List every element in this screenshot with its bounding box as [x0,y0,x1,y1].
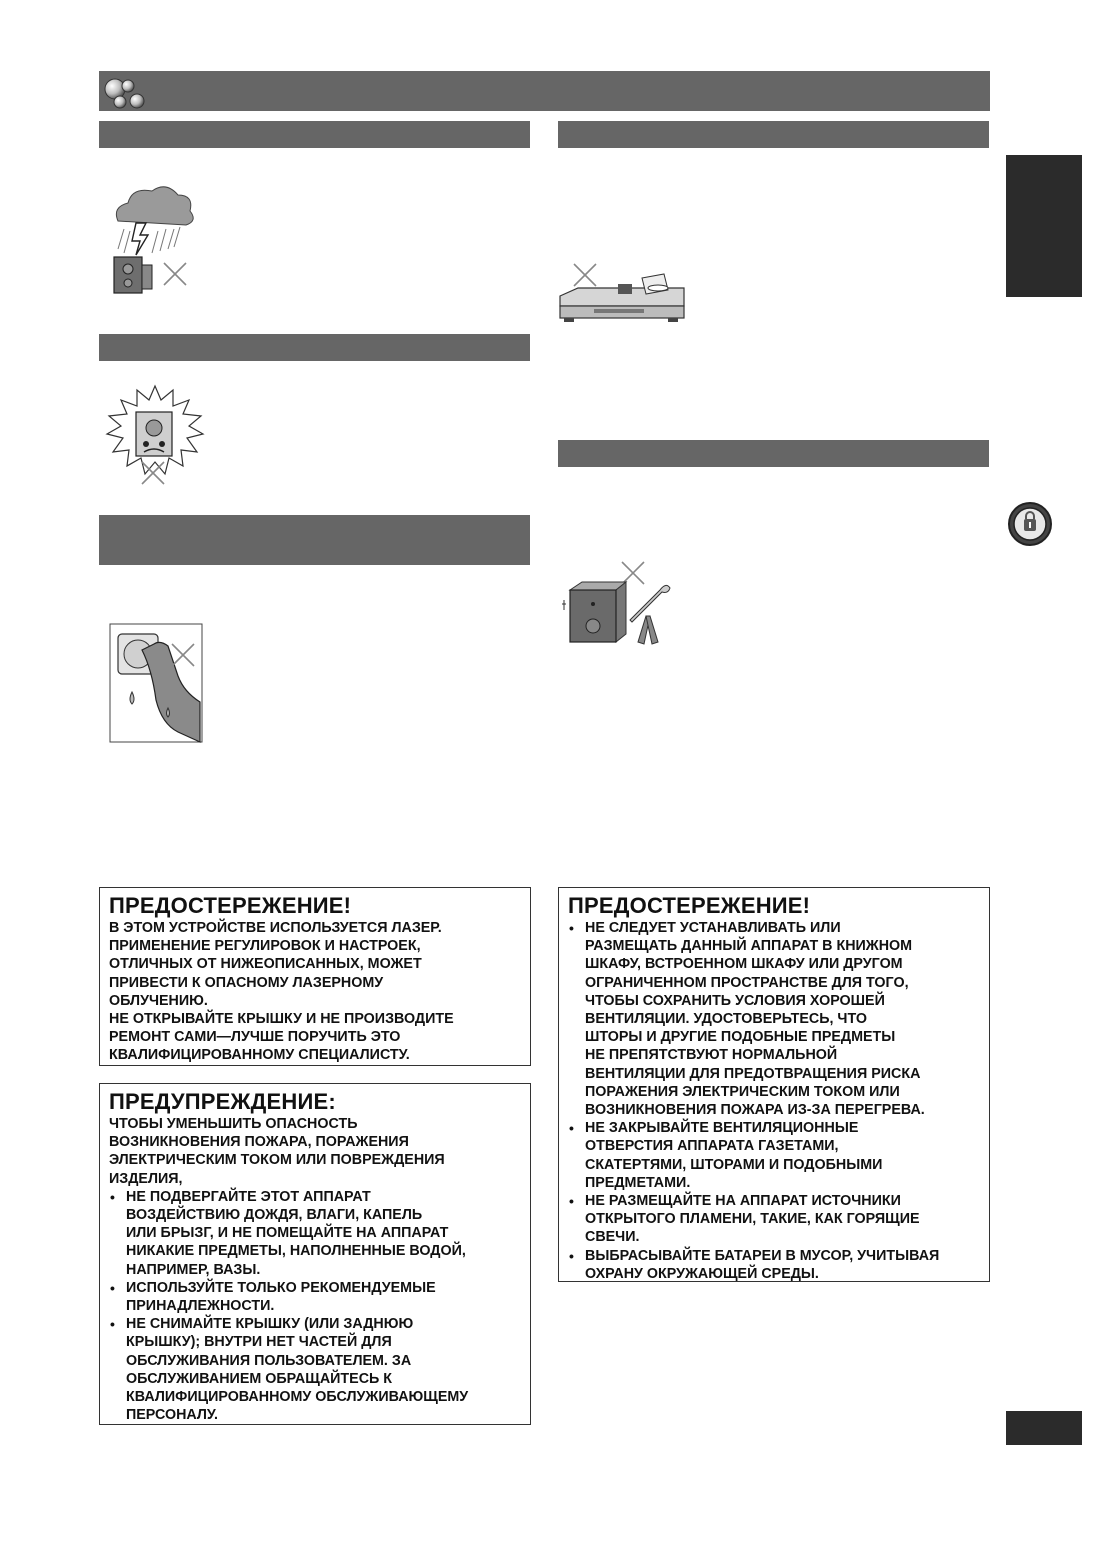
page-number-tab [1006,1411,1082,1445]
fire-shock-warning-title: ПРЕДУПРЕЖДЕНИЕ: [109,1089,336,1114]
ventilation-item-line: НЕ ПРЕПЯТСТВУЮТ НОРМАЛЬНОЙ [585,1047,838,1064]
warning-list-item [109,1315,521,1424]
ventilation-item-line: ЧТОБЫ СОХРАНИТЬ УСЛОВИЯ ХОРОШЕЙ [585,992,885,1009]
ventilation-caution-box [558,887,990,1282]
laser-caution-line: ПРИМЕНЕНИЕ РЕГУЛИРОВОК И НАСТРОЕК, [109,938,421,955]
ventilation-item-line: ВОЗНИКНОВЕНИЯ ПОЖАРА ИЗ-ЗА ПЕРЕГРЕВА. [585,1102,925,1119]
ventilation-list-item [568,919,980,1119]
warning-list-item [109,1279,521,1315]
laser-caution-line: ПРИВЕСТИ К ОПАСНОМУ ЛАЗЕРНОМУ [109,974,384,991]
device-with-objects-on-top-icon [558,262,686,324]
shock-damaged-speaker-icon [102,382,208,486]
warning-intro-line: ЭЛЕКТРИЧЕСКИМ ТОКОМ ИЛИ ПОВРЕЖДЕНИЯ [109,1152,445,1169]
warning-item-line: • НЕ ПОДВЕРГАЙТЕ ЭТОТ АППАРАТ [126,1188,371,1205]
lightning-storm-speaker-icon [108,183,200,295]
warning-item-line: НИКАКИЕ ПРЕДМЕТЫ, НАПОЛНЕННЫЕ ВОДОЙ, [126,1243,466,1260]
section-bar-right-2 [558,440,989,467]
warning-list-item [109,1188,521,1279]
fire-shock-warning-box [99,1083,531,1425]
warning-item-line: КВАЛИФИЦИРОВАННОМУ ОБСЛУЖИВАЮЩЕМУ [126,1389,469,1406]
ventilation-item-line: ПРЕДМЕТАМИ. [585,1174,691,1191]
warning-intro-line: ВОЗНИКНОВЕНИЯ ПОЖАРА, ПОРАЖЕНИЯ [109,1134,409,1151]
ventilation-item-line: СВЕЧИ. [585,1229,640,1246]
warning-item-line: • НЕ СНИМАЙТЕ КРЫШКУ (ИЛИ ЗАДНЮЮ [126,1316,414,1333]
ventilation-list [568,919,980,1283]
section-bar-right-1 [558,121,989,148]
warning-item-line: ВОЗДЕЙСТВИЮ ДОЖДЯ, ВЛАГИ, КАПЕЛЬ [126,1207,423,1224]
ventilation-list-item [568,1247,980,1283]
ventilation-item-line: РАЗМЕЩАТЬ ДАННЫЙ АППАРАТ В КНИЖНОМ [585,938,913,955]
ventilation-list-item [568,1119,980,1192]
warning-item-line: • ИСПОЛЬЗУЙТЕ ТОЛЬКО РЕКОМЕНДУЕМЫЕ [126,1279,436,1296]
laser-caution-line: ОТЛИЧНЫХ ОТ НИЖЕОПИСАННЫХ, МОЖЕТ [109,956,422,973]
section-bar-left-3 [99,515,530,565]
ventilation-item-line: ШТОРЫ И ДРУГИЕ ПОДОБНЫЕ ПРЕДМЕТЫ [585,1029,896,1046]
ventilation-item-line: • НЕ СЛЕДУЕТ УСТАНАВЛИВАТЬ ИЛИ [585,920,841,936]
ventilation-item-line: ОТКРЫТОГО ПЛАМЕНИ, ТАКИЕ, КАК ГОРЯЩИЕ [585,1211,920,1228]
laser-caution-box [99,887,531,1066]
ventilation-item-line: ВЕНТИЛЯЦИИ ДЛЯ ПРЕДОТВРАЩЕНИЯ РИСКА [585,1065,921,1082]
warning-item-line: ПЕРСОНАЛУ. [126,1407,219,1424]
laser-caution-line: НЕ ОТКРЫВАЙТЕ КРЫШКУ И НЕ ПРОИЗВОДИТЕ [109,1011,454,1028]
ventilation-list-item [568,1192,980,1247]
wet-hand-outlet-icon [108,622,204,744]
ventilation-item-line: ШКАФУ, ВСТРОЕННОМ ШКАФУ ИЛИ ДРУГОМ [585,956,903,973]
section-bar-left-2 [99,334,530,361]
ventilation-item-line: • ВЫБРАСЫВАЙТЕ БАТАРЕИ В МУСОР, УЧИТЫВАЯ [585,1247,940,1264]
warning-intro-line: ЧТОБЫ УМЕНЬШИТЬ ОПАСНОСТЬ [109,1116,358,1132]
warning-item-line: ОБСЛУЖИВАНИЕМ ОБРАЩАЙТЕСЬ К [126,1370,392,1387]
language-side-tab [1006,155,1082,297]
ventilation-item-line: ОХРАНУ ОКРУЖАЮЩЕЙ СРЕДЫ. [585,1265,819,1282]
lock-info-icon [1006,501,1054,547]
ventilation-item-line: СКАТЕРТЯМИ, ШТОРАМИ И ПОДОБНЫМИ [585,1156,883,1173]
bubbles-logo-icon [103,75,149,109]
page-header-bar [99,71,990,111]
laser-caution-line: КВАЛИФИЦИРОВАННОМУ СПЕЦИАЛИСТУ. [109,1047,410,1064]
ventilation-item-line: • НЕ ЗАКРЫВАЙТЕ ВЕНТИЛЯЦИОННЫЕ [585,1120,859,1137]
ventilation-item-line: ОГРАНИЧЕННОМ ПРОСТРАНСТВЕ ДЛЯ ТОГО, [585,974,909,991]
warning-list [109,1188,521,1425]
ventilation-item-line: ОТВЕРСТИЯ АППАРАТА ГАЗЕТАМИ, [585,1138,839,1155]
warning-item-line: ОБСЛУЖИВАНИЯ ПОЛЬЗОВАТЕЛЕМ. ЗА [126,1352,412,1369]
warning-item-line: ИЛИ БРЫЗГ, И НЕ ПОМЕЩАЙТЕ НА АППАРАТ [126,1225,449,1242]
ventilation-caution-title: ПРЕДОСТЕРЕЖЕНИЕ! [568,893,811,918]
laser-caution-line: В ЭТОМ УСТРОЙСТВЕ ИСПОЛЬЗУЕТСЯ ЛАЗЕР. [109,920,442,936]
speaker-with-tools-icon [560,560,672,652]
ventilation-item-line: • НЕ РАЗМЕЩАЙТЕ НА АППАРАТ ИСТОЧНИКИ [585,1193,901,1210]
laser-caution-line: ОБЛУЧЕНИЮ. [109,992,208,1009]
ventilation-item-line: ВЕНТИЛЯЦИИ. УДОСТОВЕРЬТЕСЬ, ЧТО [585,1011,867,1028]
section-bar-left-1 [99,121,530,148]
warning-item-line: ПРИНАДЛЕЖНОСТИ. [126,1298,275,1315]
warning-item-line: НАПРИМЕР, ВАЗЫ. [126,1261,261,1278]
laser-caution-line: РЕМОНТ САМИ—ЛУЧШЕ ПОРУЧИТЬ ЭТО [109,1029,401,1046]
warning-intro-line: ИЗДЕЛИЯ, [109,1170,183,1187]
laser-caution-title: ПРЕДОСТЕРЕЖЕНИЕ! [109,893,352,918]
ventilation-item-line: ПОРАЖЕНИЯ ЭЛЕКТРИЧЕСКИМ ТОКОМ ИЛИ [585,1083,900,1100]
warning-item-line: КРЫШКУ); ВНУТРИ НЕТ ЧАСТЕЙ ДЛЯ [126,1334,392,1351]
